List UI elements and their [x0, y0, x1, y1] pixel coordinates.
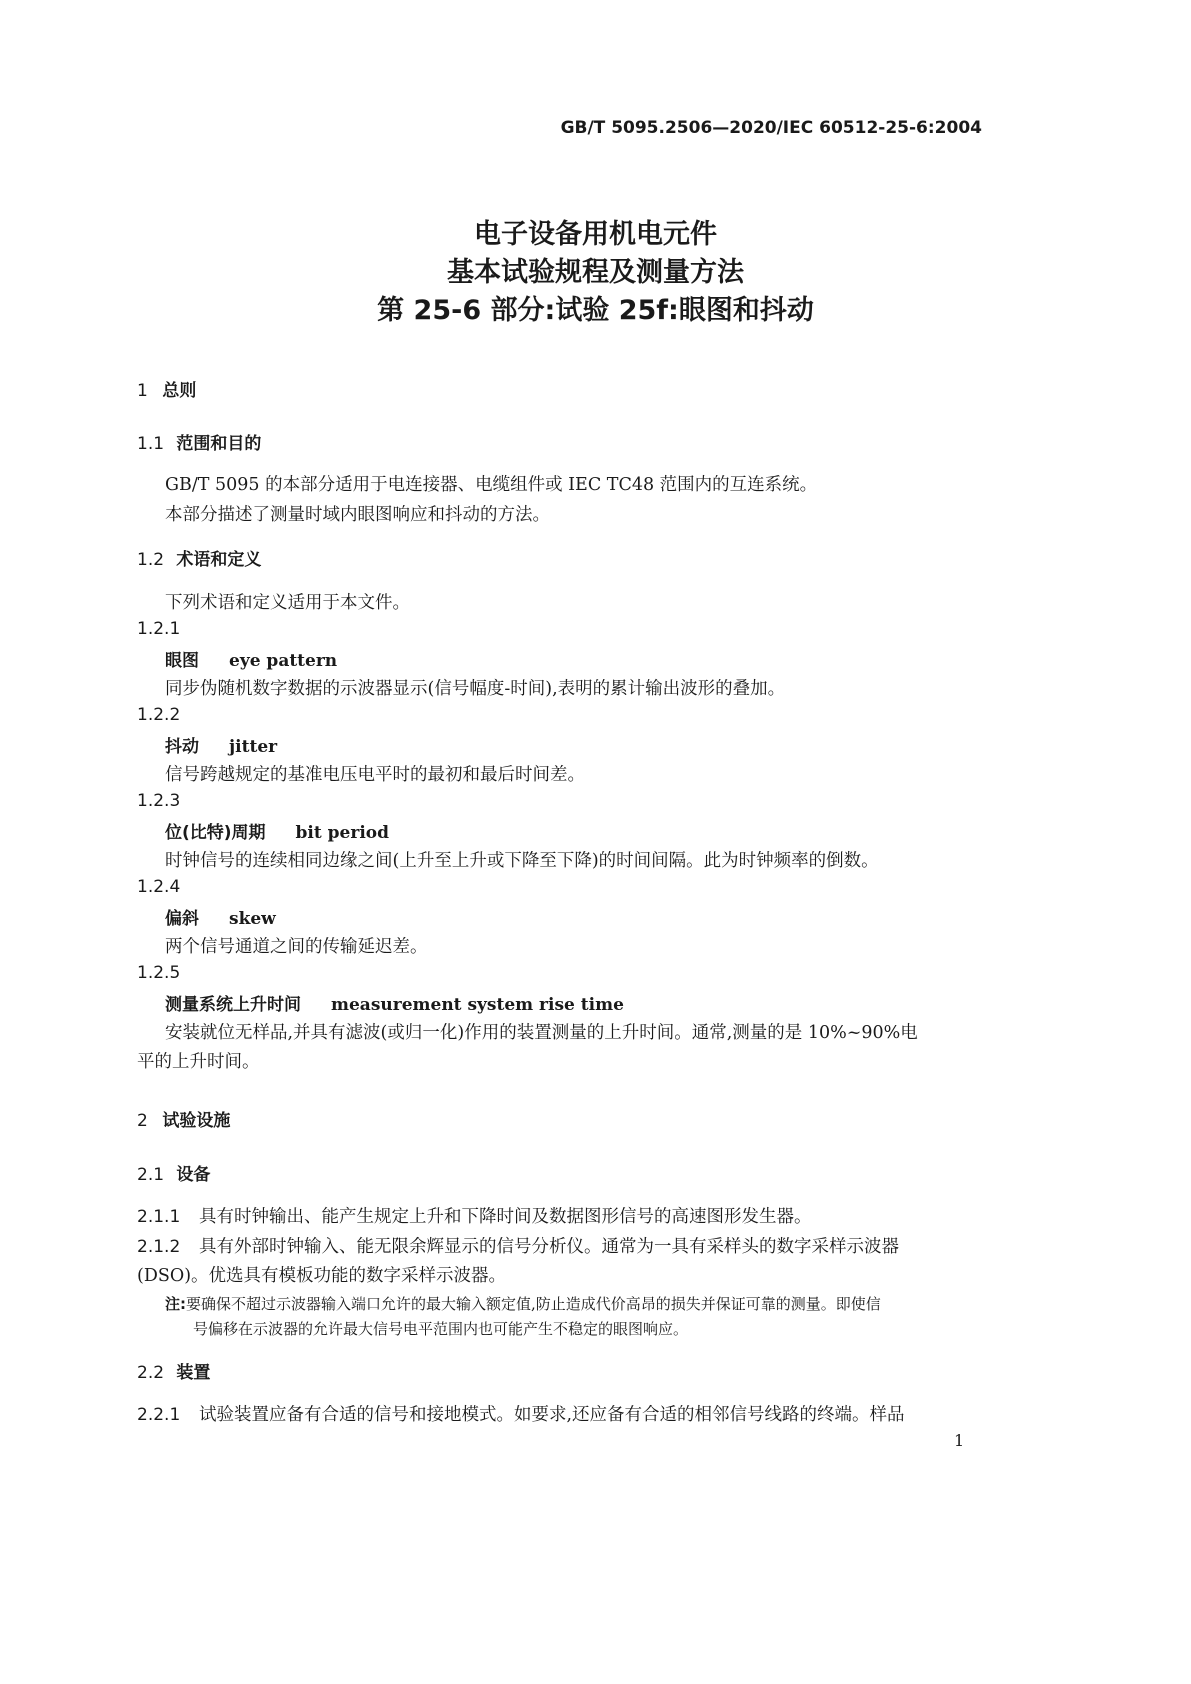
paragraph-scope-2: 本部分描述了测量时域内眼图响应和抖动的方法。	[165, 505, 550, 525]
term-definition: 信号跨越规定的基准电压电平时的最初和最后时间差。	[165, 765, 585, 785]
term-number: 1.2.5	[137, 963, 181, 983]
term-number: 1.2.4	[137, 877, 181, 897]
heading-2-2: 2.2 装置	[137, 1363, 211, 1383]
page-number: 1	[954, 1431, 965, 1450]
term-definition: 同步伪随机数字数据的示波器显示(信号幅度-时间),表明的累计输出波形的叠加。	[165, 679, 786, 699]
term-name: 偏斜 skew	[165, 909, 276, 929]
term-number: 1.2.3	[137, 791, 181, 811]
term-name: 眼图 eye pattern	[165, 651, 338, 671]
term-definition: 两个信号通道之间的传输延迟差。	[165, 937, 428, 957]
standard-code: GB/T 5095.2506—2020/IEC 60512-25-6:2004	[560, 118, 982, 138]
heading-2-1: 2.1 设备	[137, 1165, 211, 1185]
paragraph-terms-intro: 下列术语和定义适用于本文件。	[165, 593, 410, 613]
item-2-1-2-cont: (DSO)。优选具有模板功能的数字采样示波器。	[137, 1266, 507, 1286]
item-2-2-1: 2.2.1 试验装置应备有合适的信号和接地模式。如要求,还应备有合适的相邻信号线路的终端。样品	[137, 1405, 905, 1425]
term-number: 1.2.1	[137, 619, 181, 639]
note: 注:要确保不超过示波器输入端口允许的最大输入额定值,防止造成代价高昂的损失并保证可靠的测量。即使信	[165, 1295, 881, 1313]
term-definition: 时钟信号的连续相同边缘之间(上升至上升或下降至下降)的时间间隔。此为时钟频率的倒数。	[165, 851, 879, 871]
heading-1-1: 1.1 范围和目的	[137, 434, 262, 454]
term-number: 1.2.2	[137, 705, 181, 725]
term-name: 抖动 jitter	[165, 737, 278, 757]
note-cont: 号偏移在示波器的允许最大信号电平范围内也可能产生不稳定的眼图响应。	[193, 1320, 689, 1338]
term-name: 位(比特)周期 bit period	[165, 823, 390, 843]
heading-1: 1 总则	[137, 381, 197, 401]
title-line-3: 第 25-6 部分:试验 25f:眼图和抖动	[377, 295, 814, 326]
heading-2: 2 试验设施	[137, 1111, 231, 1131]
item-2-1-1: 2.1.1 具有时钟输出、能产生规定上升和下降时间及数据图形信号的高速图形发生器。	[137, 1207, 812, 1227]
item-2-1-2: 2.1.2 具有外部时钟输入、能无限余辉显示的信号分析仪。通常为一具有采样头的数字采样示波器	[137, 1237, 899, 1257]
heading-1-2: 1.2 术语和定义	[137, 550, 262, 570]
paragraph-scope-1: GB/T 5095 的本部分适用于电连接器、电缆组件或 IEC TC48 范围内的互连系统。	[165, 475, 818, 495]
term-definition-line-2: 平的上升时间。	[137, 1052, 260, 1072]
term-name: 测量系统上升时间 measurement system rise time	[165, 995, 624, 1015]
term-definition-line-1: 安装就位无样品,并具有滤波(或归一化)作用的装置测量的上升时间。通常,测量的是 10%~90%电	[165, 1023, 918, 1043]
title-line-1: 电子设备用机电元件	[474, 219, 717, 250]
title-line-2: 基本试验规程及测量方法	[447, 257, 744, 288]
